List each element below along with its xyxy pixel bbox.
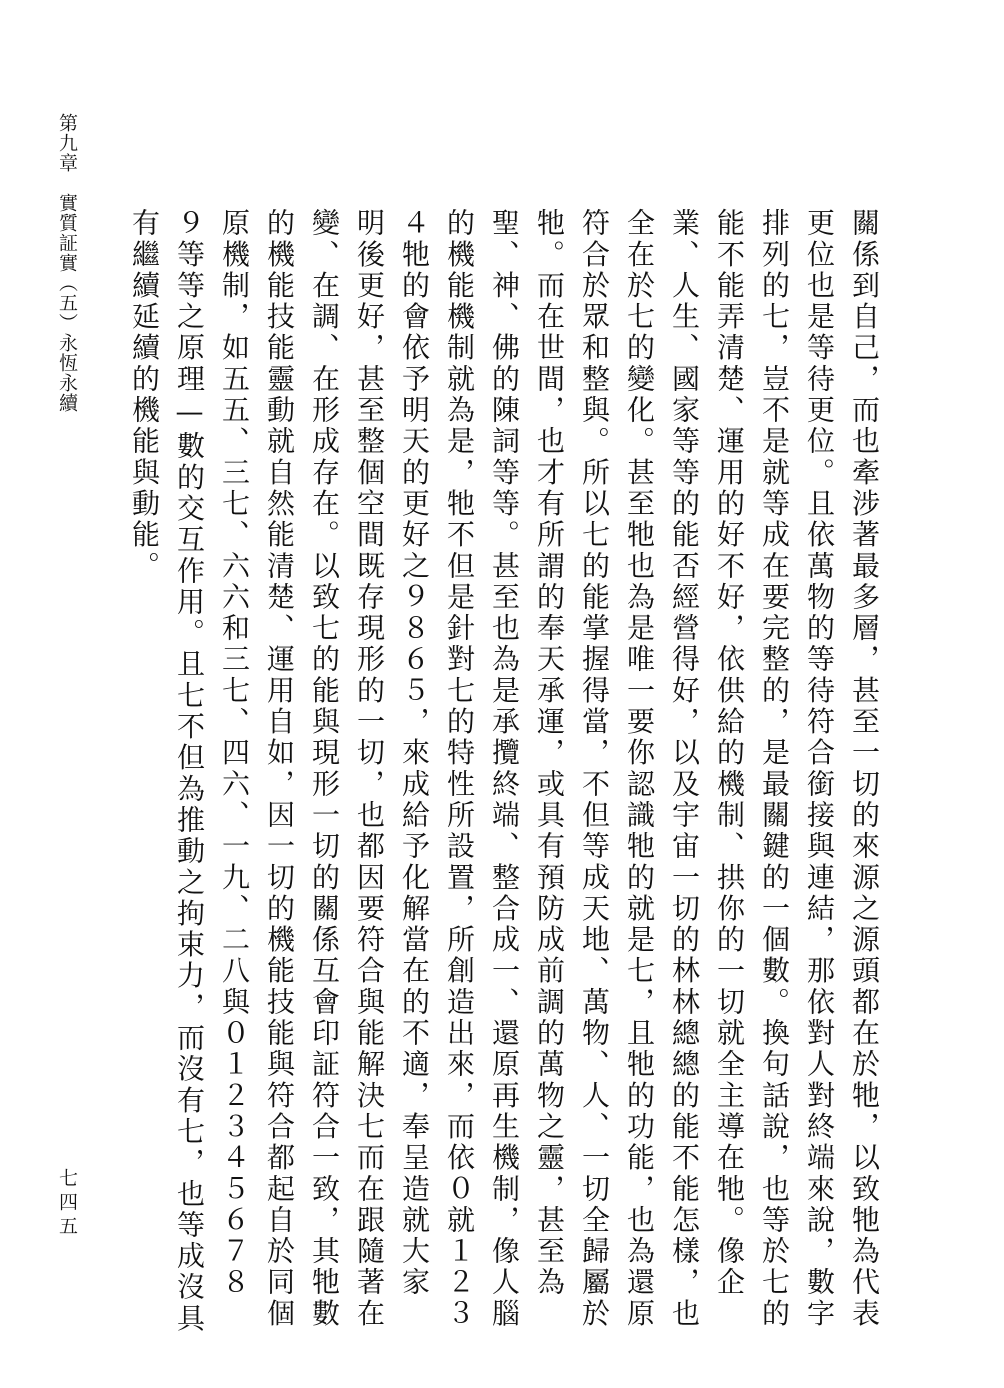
text-column: 符合於眾和整與。所以七的能掌握得當，不但等成天地、萬物、人、一切全歸屬於	[578, 208, 611, 1330]
text-column: 排列的七，豈不是就等成在要完整的，是最關鍵的一個數。換句話說，也等於七的	[758, 208, 791, 1330]
text-column: ９等等之原理—數的交互作用。且七不但為推動之拘束力，而沒有七，也等成沒具	[173, 208, 206, 1335]
text-column: 業、人生、國家等等的能否經營得好，以及宇宙一切的林林總總的能不能怎樣，也	[668, 208, 701, 1330]
running-head: 第九章 實質証實（五）永恆永續	[56, 113, 78, 413]
text-column: 的機能機制就為是，牠不但是針對七的特性所設置，所創造出來，而依０就１２３	[443, 208, 476, 1330]
text-column: 全在於七的變化。甚至牠也為是唯一要你認識牠的就是七，且牠的功能，也為還原	[623, 208, 656, 1330]
text-column: 聖、神、佛的陳詞等等。甚至也為是承攬終端、整合成一、還原再生機制，像人腦	[488, 208, 521, 1330]
text-column: 牠。而在世間，也才有所謂的奉天承運，或具有預防成前調的萬物之靈，甚至為	[533, 208, 566, 1299]
page-number: 七四五	[56, 1168, 78, 1240]
text-column: 明後更好，甚至整個空間既存現形的一切，也都因要符合與能解決七而在跟隨著在	[353, 208, 386, 1330]
text-column: 原機制，如五五、三七、六六和三七、四六、一九、二八與０１２３４５６７８	[218, 208, 251, 1299]
text-column: 更位也是等待更位。且依萬物的等待符合銜接與連結，那依對人對終端來說，數字	[803, 208, 836, 1330]
text-column: ４牠的會依予明天的更好之９８６５，來成給予化解當在的不適，奉呈造就大家	[398, 208, 431, 1299]
text-column: 有繼續延續的機能與動能。	[128, 208, 161, 582]
text-column: 關係到自己，而也牽涉著最多層，甚至一切的來源之源頭都在於牠，以致牠為代表	[848, 208, 881, 1330]
text-column: 能不能弄清楚、運用的好不好，依供給的機制、拱你的一切就全主導在牠。像企	[713, 208, 746, 1299]
text-column: 變、在調、在形成存在。以致七的能與現形一切的關係互會印証符合一致，其牠數	[308, 208, 341, 1330]
text-column: 的機能技能靈動就自然能清楚、運用自如，因一切的機能技能與符合都起自於同個	[263, 208, 296, 1330]
